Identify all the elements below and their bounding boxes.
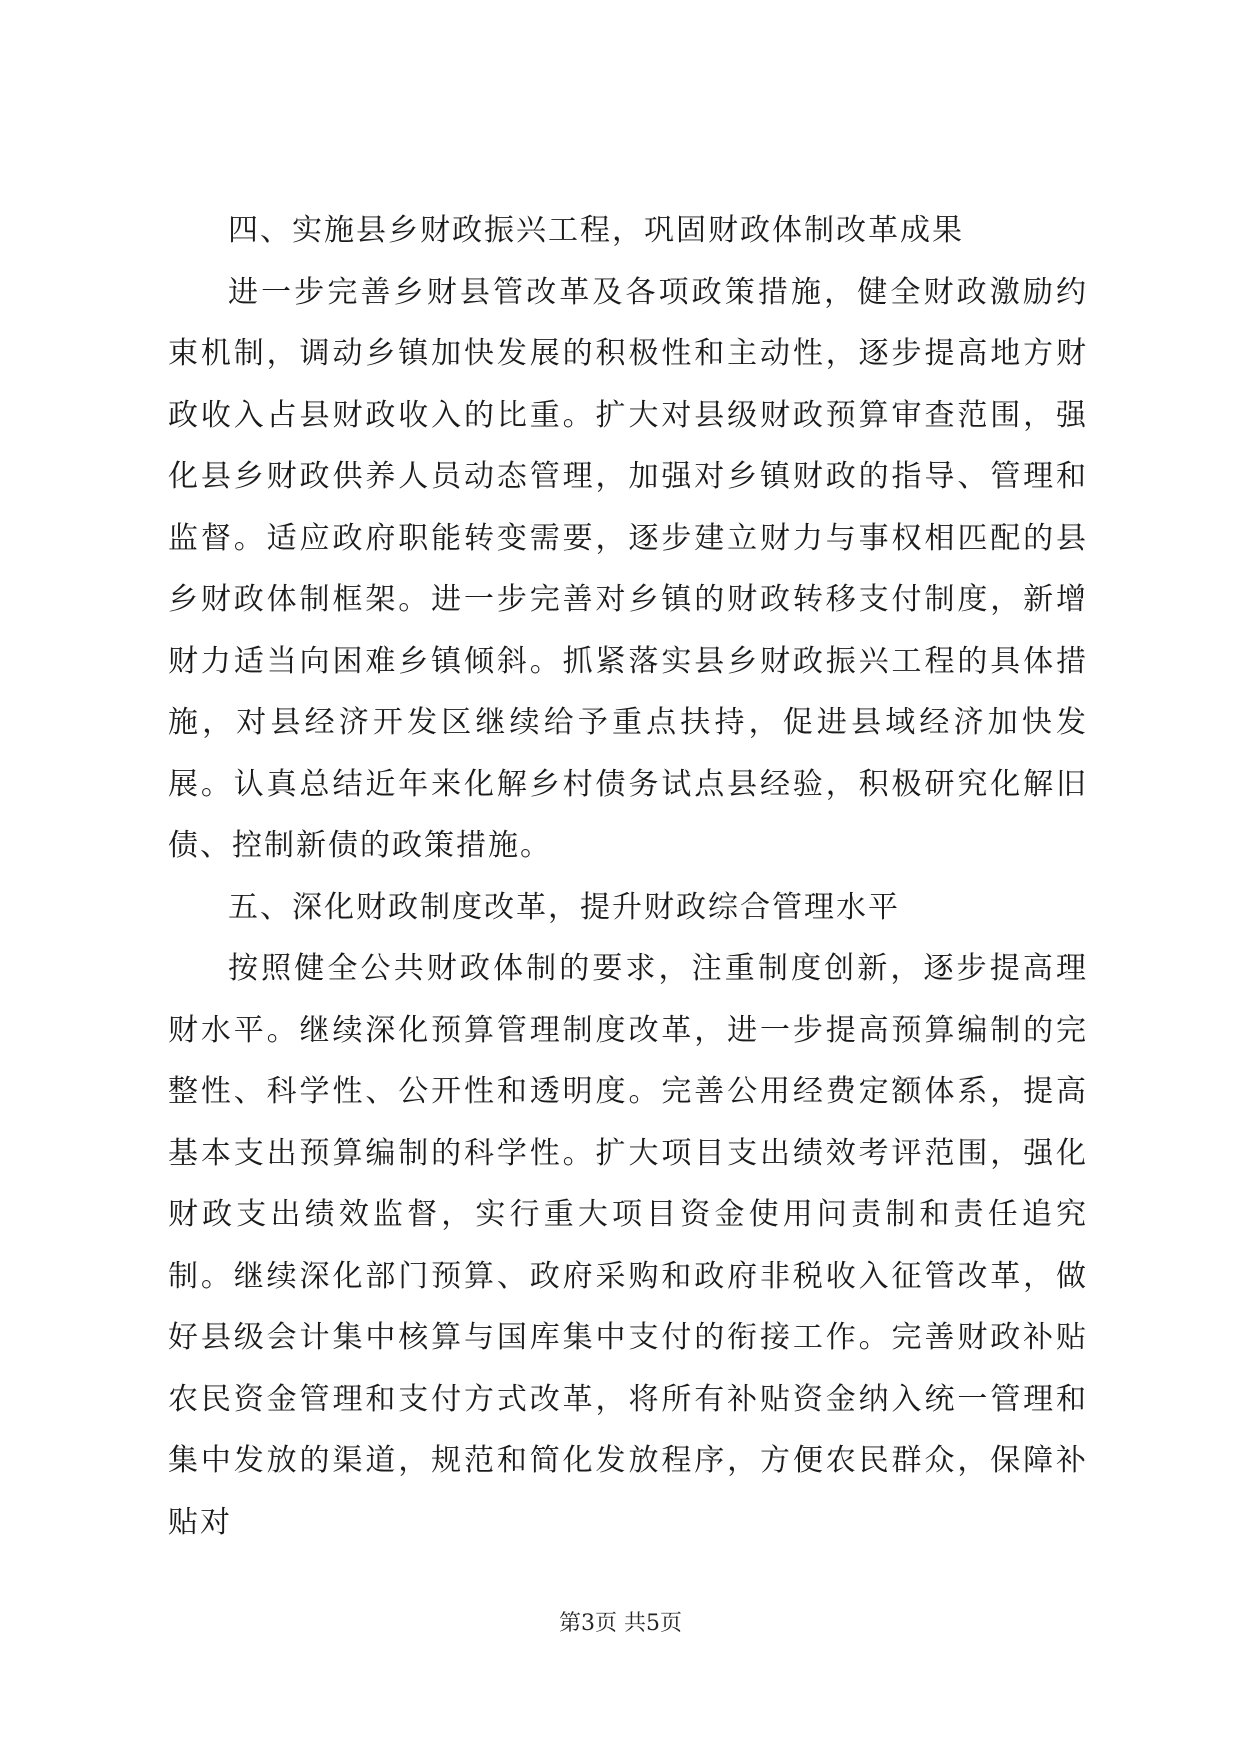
page-footer: 第3页 共5页 <box>559 1611 682 1636</box>
section-paragraph-4: 进一步完善乡财县管改革及各项政策措施，健全财政激励约束机制，调动乡镇加快发展的积极性和主动性，逐步提高地方财政收入占县财政收入的比重。扩大对县级财政预算审查范围，强化县乡财政供养人员动态管理，加强对乡镇财政的指导、管理和监督。适应政府职能转变需要，逐步建立财力与事权相匹配的县乡财政体制框架。进一步完善对乡镇的财政转移支付制度，新增财力适当向困难乡镇倾斜。抓紧落实县乡财政振兴工程的具体措施，对县经济开发区继续给予重点扶持，促进县域经济加快发展。认真总结近年来化解乡村债务试点县经验，积极研究化解旧债、控制新债的政策措施。 <box>168 274 1088 863</box>
section-heading-5: 五、深化财政制度改革，提升财政综合管理水平 <box>228 889 900 925</box>
section-heading-4: 四、实施县乡财政振兴工程，巩固财政体制改革成果 <box>228 213 964 248</box>
document-body <box>168 200 1088 1553</box>
section-paragraph-5: 按照健全公共财政体制的要求，注重制度创新，逐步提高理财水平。继续深化预算管理制度改革，进一步提高预算编制的完整性、科学性、公开性和透明度。完善公用经费定额体系，提高基本支出预算编制的科学性。扩大项目支出绩效考评范围，强化财政支出绩效监督，实行重大项目资金使用问责制和责任追究制。继续深化部门预算、政府采购和政府非税收入征管改革，做好县级会计集中核算与国库集中支付的衔接工作。完善财政补贴农民资金管理和支付方式改革，将所有补贴资金纳入统一管理和集中发放的渠道，规范和简化发放程序，方便农民群众，保障补贴对 <box>168 951 1088 1540</box>
